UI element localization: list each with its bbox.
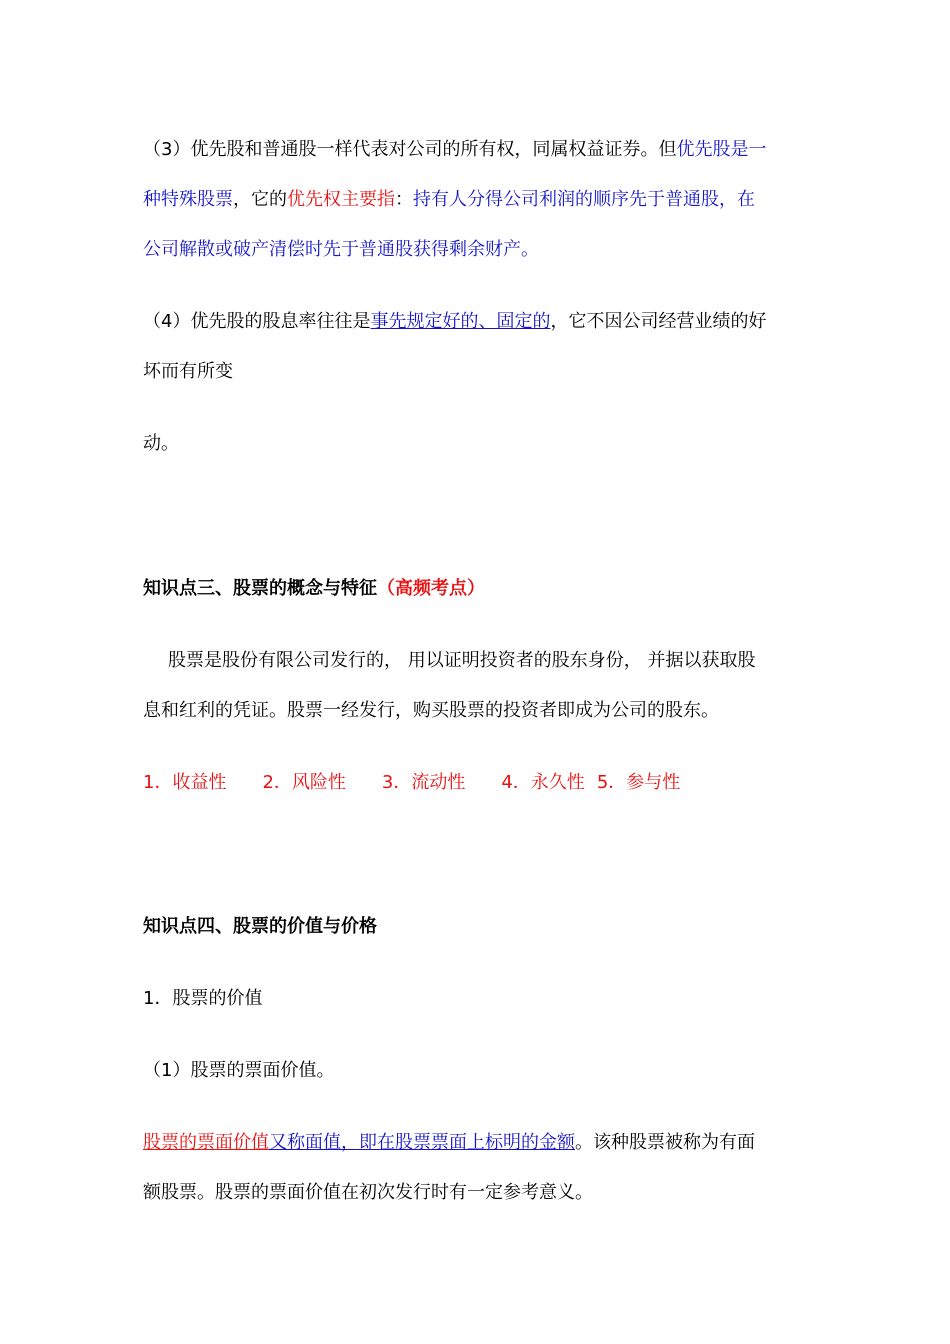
p4-line-1	[143, 309, 766, 335]
p3-text: ，它的	[233, 189, 287, 210]
p3-line-1	[143, 137, 766, 163]
section3-title: 知识点三、股票的概念与特征	[143, 578, 377, 599]
section3-feature-list	[143, 770, 680, 796]
p4-text: （4）优先股的股息率往往是	[143, 311, 371, 332]
section4-subheading-1: 1．股票的价值	[143, 988, 263, 1009]
section3-body-line-1: 股票是股份有限公司发行的， 用以证明投资者的股东身份， 并据以获取股	[168, 650, 756, 671]
definition-term: 股票的票面价值	[143, 1132, 269, 1153]
feature-item: 3．流动性	[381, 772, 466, 793]
section4-title: 知识点四、股票的价值与价格	[143, 916, 377, 937]
p3-line-2	[143, 187, 755, 213]
section4-subheading-1-1: （1）股票的票面价值。	[143, 1060, 335, 1081]
section3-tag: （高频考点）	[377, 578, 485, 599]
definition-text: 又称面值，即在股票票面上标明的金额	[269, 1132, 575, 1153]
p3-blue-text: 种特殊股票	[143, 189, 233, 210]
feature-item: 1．收益性	[143, 772, 227, 793]
definition-tail: 。该种股票被称为有面	[575, 1132, 755, 1153]
section3-body-line-2: 息和红利的凭证。股票一经发行，购买股票的投资者即成为公司的股东。	[143, 700, 719, 721]
section4-definition-line-1	[143, 1130, 755, 1156]
p3-line-3: 公司解散或破产清偿时先于普通股获得剩余财产。	[143, 239, 539, 260]
p3-text: （3）优先股和普通股一样代表对公司的所有权，同属权益证券。但	[143, 139, 677, 160]
p4-line-2: 坏而有所变	[143, 361, 233, 382]
p3-blue-text: 优先股是一	[676, 139, 767, 160]
feature-item: 4．永久性	[501, 772, 585, 793]
p4-text: ，它不因公司经营业绩的好	[550, 311, 767, 332]
p3-red-text: 优先权主要指	[287, 189, 395, 210]
p3-text: ：	[395, 189, 413, 210]
p3-blue-text: 持有人分得公司利润的顺序先于普通股，在	[413, 189, 755, 210]
p4-line-3: 动。	[143, 433, 179, 454]
p4-underlined-link-text: 事先规定好的、固定的	[370, 311, 551, 332]
section3-heading	[143, 576, 485, 602]
feature-item: 2．风险性	[262, 772, 346, 793]
section4-definition-line-2: 额股票。股票的票面价值在初次发行时有一定参考意义。	[143, 1182, 593, 1203]
feature-item: 5．参与性	[596, 772, 681, 793]
